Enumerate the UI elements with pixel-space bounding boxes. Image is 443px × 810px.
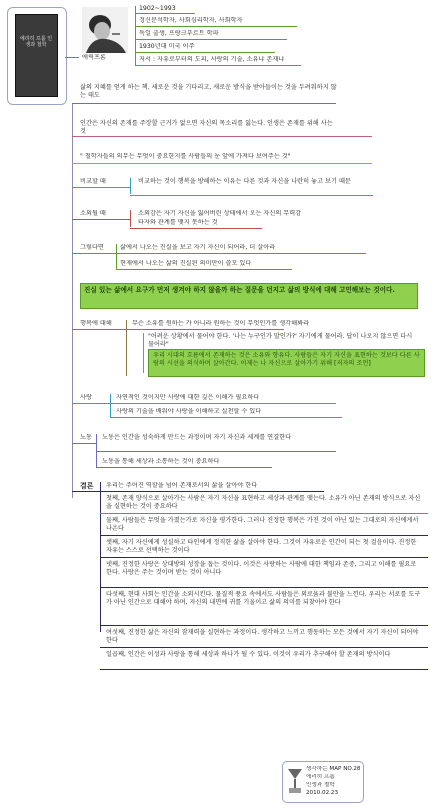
note-3: " 철학자들의 의무는 무엇이 중요한지를 사람들의 눈 앞에 가져다 보여주는 것"	[80, 153, 291, 160]
summary-item-3-line	[100, 557, 428, 558]
branch-alien-label: 소외될 때	[80, 210, 106, 217]
summary-item-7-line	[100, 669, 428, 670]
lower-labor-label: 노동	[80, 434, 92, 441]
author-fact-2: 정신분석학자, 사회심리학자, 사회학자	[139, 17, 243, 24]
branch-compare-connector	[130, 178, 131, 194]
branch-alien-connector	[130, 210, 131, 227]
question-intro-underline	[126, 329, 284, 330]
book-cover-title: 에리히 프롬 인생과 철학	[19, 36, 53, 48]
author-fact-1: 1902~1993	[139, 5, 176, 12]
branch-then-label: 그렇다면	[80, 244, 104, 251]
lower-love-text: 자연적인 것이지만 사랑에 대한 깊은 이해가 필요하다	[116, 394, 260, 401]
summary-head-underline	[100, 491, 324, 492]
lower-labor-line	[72, 443, 96, 444]
branch-then-text2: 현재에서 나오는 삶의 진실된 의미만이 쓸모 있다	[120, 260, 252, 267]
lower-labor-text: 노동은 인간을 성숙하게 만드는 과정이며 자기 자신과 세계를 연결한다	[102, 434, 292, 441]
summary-item-2: 둘째, 사람들은 무엇을 가졌는가로 자신을 평가한다. 그러나 진정한 행복은 가진 것이 아닌 있는 그대로의 자신에게서 나온다	[106, 517, 419, 532]
lower-love-text2: 사랑의 기술을 배워야 사랑을 이해하고 실천할 수 있다	[116, 408, 262, 415]
summary-label: 결론	[80, 482, 94, 490]
author-name: 에릭프롬	[82, 54, 106, 61]
summary-item-2-line	[100, 535, 428, 536]
author-fact-3: 독일 출생, 프랑크푸르트 학파	[139, 30, 219, 37]
note-1-line	[72, 103, 336, 104]
author-fact-1-line	[135, 13, 195, 14]
author-photo	[82, 7, 128, 53]
branch-alien-text2: 타자와 관계를 맺지 못하는 것	[138, 219, 218, 226]
question-highlight-text: 우리 시대의 흐름에서 존재하는 것은 소유와 향유다. 사람들은 자기 자신을 표현하는 것보다 다른 사람의 시선을 의식하며 살아간다. 이제는 나 자신으로 살아가기 위해 [저자의 조언]	[153, 352, 420, 367]
branch-compare-text: 비교하는 것이 행복을 방해하는 이유는 다른 것과 자신을 나란히 놓고 보기 때문	[138, 178, 351, 185]
note-2-line	[72, 136, 372, 137]
question-quote: "어려운 상황에서 물어야 한다. '나는 누구인가 말인가?' 자기에게 물어라. 답이 나오지 않으면 다시 물어라"	[148, 333, 413, 348]
branch-then-text: 삶에서 나오는 진실을 보고 자기 자신이 되어라, 더 살아라	[120, 244, 276, 251]
author-fact-4: 1930년대 미국 이주	[139, 43, 195, 50]
summary-item-1: 첫째, 존재 양식으로 살아가는 사람은 자기 자신을 표현하고 세상과 관계를 맺는다. 소유가 아닌 존재의 방식으로 자신을 실현하는 것이 중요하다	[106, 495, 421, 510]
author-fact-5-line	[135, 65, 301, 66]
branch-alien-text: 소외감은 자기 자신을 잃어버린 상태에서 오는 자신의 무력감	[138, 210, 302, 217]
summary-item-7: 일곱째, 인간은 이성과 사랑을 통해 세상과 하나가 될 수 있다. 이것이 우리가 추구해야 할 존재의 방식이다	[106, 651, 391, 658]
summary-item-1-line	[100, 513, 428, 514]
author-fact-5: 저서 : 자유로부터의 도피, 사랑의 기술, 소유냐 존재냐	[139, 56, 285, 63]
author-fact-2-line	[135, 26, 297, 27]
summary-item-5-line	[100, 625, 428, 626]
map-info-line-3: 인생과 철학	[306, 782, 335, 788]
summary-item-6: 여섯째, 진정한 삶은 자신의 잠재력을 실현하는 과정이다. 생각하고 느끼고 행동하는 모든 것에서 자기 자신이 되어야 한다	[106, 629, 419, 644]
map-info-line-4: 2010.02.23	[306, 790, 339, 796]
key-callout	[80, 283, 418, 309]
branch-compare-line	[72, 187, 130, 188]
question-label: 행복에 대해	[80, 320, 112, 327]
lower-labor-text2: 노동을 통해 세상과 소통하는 것이 중요하다	[102, 458, 220, 465]
summary-item-4-line	[100, 587, 428, 588]
branch-compare-label: 비교할 때	[80, 178, 106, 185]
question-sub-connector	[143, 333, 144, 373]
lower-labor-underline-2	[96, 467, 272, 468]
question-intro: 무슨 소유를 원하는 가 아니라 원하는 것이 무엇인가를 생각해봐라	[132, 320, 310, 327]
author-fact-3-line	[135, 39, 287, 40]
lower-love-underline-2	[110, 417, 342, 418]
author-fact-4-line	[135, 52, 275, 53]
lower-love-underline	[110, 403, 336, 404]
summary-item-5: 다섯째, 현대 사회는 인간을 소외시킨다. 물질적 풍요 속에서도 사람들은 외로움과 불안을 느낀다. 우리는 서로를 도구가 아닌 인간으로 대해야 하며, 자신의 내면에 귀를 기울이고 삶의 의미를 되찾아야 한다	[106, 591, 421, 606]
branch-then-line	[72, 253, 116, 254]
map-info-line-2: 에리히 프롬	[306, 774, 335, 780]
book-connector	[65, 57, 79, 58]
branch-then-underline	[116, 253, 366, 254]
summary-item-6-line	[100, 647, 428, 648]
branch-compare-underline	[130, 195, 373, 196]
map-info-line-1: 생각하는 MAP NO.28	[306, 766, 361, 772]
summary-item-4: 넷째, 진정한 사랑은 상대방의 성장을 돕는 것이다. 이것은 사랑하는 사람에 대한 책임과 존중, 그리고 이해를 필요로 한다. 사랑은 주는 것이며 받는 것이 아니다	[106, 561, 417, 576]
note-2: 인간은 자신의 존재를 주장할 근거가 없으면 자신의 목소리를 잃는다. 인생은 존재를 위해 사는 것	[80, 120, 333, 135]
branch-then-connector	[116, 244, 117, 270]
note-1: 삶의 지혜를 얻게 하는 책. 새로운 것을 기다리고, 새로운 방식을 받아들이는 것을 두려워하지 않는 태도	[80, 84, 337, 99]
lower-love-line	[72, 403, 110, 404]
branch-then-underline-2	[116, 269, 292, 270]
question-highlight	[148, 349, 425, 377]
summary-line	[72, 491, 100, 492]
book-cover-image	[15, 14, 58, 97]
branch-alien-line	[72, 219, 130, 220]
summary-item-3: 셋째, 자기 자신에게 성실하고 타인에게 정직한 삶을 살아야 한다. 그것이 자유로운 인간이 되는 첫 걸음이다. 진정한 자유는 스스로 선택하는 것이다	[106, 539, 417, 554]
branch-alien-underline	[130, 228, 262, 229]
lower-love-connector	[110, 394, 111, 418]
map-logo-icon	[287, 768, 303, 794]
key-callout-text: 진실 있는 삶에서 요구가 먼저 생겨야 하지 않을까 하는 질문을 던지고 삶의 방식에 대해 고민해보는 것이다.	[84, 286, 395, 294]
lower-love-label: 사랑	[80, 394, 92, 401]
author-trunk	[135, 6, 136, 66]
question-line	[72, 329, 126, 330]
note-3-line	[72, 163, 372, 164]
lower-labor-underline	[96, 451, 336, 452]
summary-head: 우리는 주어진 역할을 넘어 존재로서의 삶을 살아야 한다	[106, 482, 258, 489]
